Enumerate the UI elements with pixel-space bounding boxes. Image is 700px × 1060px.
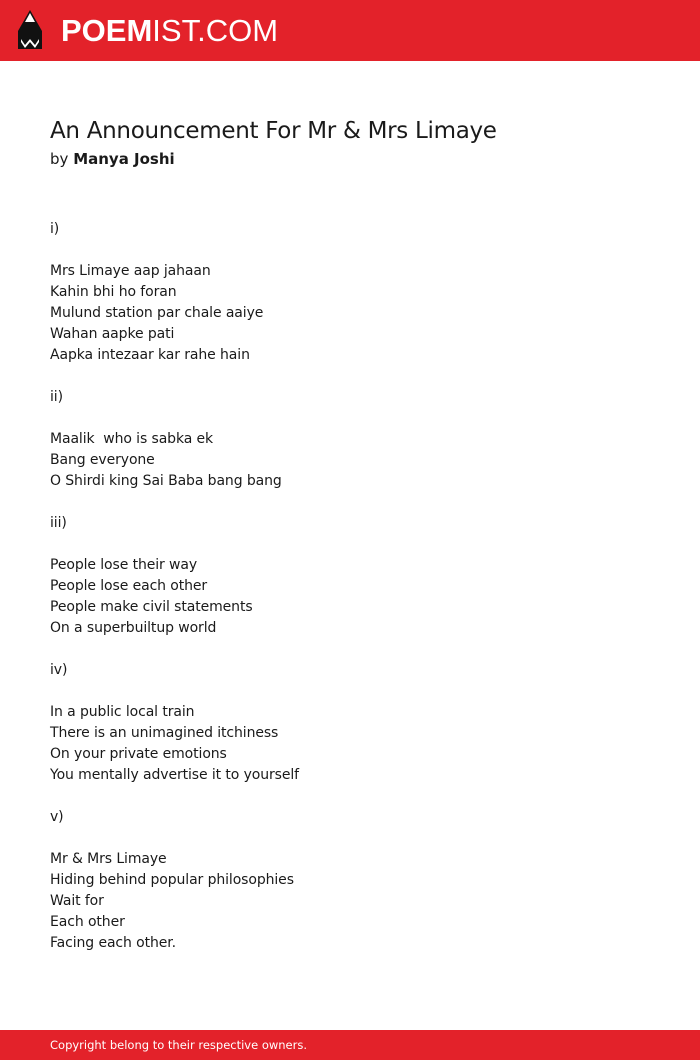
stanza-gap bbox=[50, 681, 650, 702]
poem-line: Mulund station par chale aaiye bbox=[50, 305, 264, 321]
poem-line: v) bbox=[50, 809, 64, 825]
poem-line: People lose each other bbox=[50, 578, 208, 594]
poem-line: iii) bbox=[50, 515, 67, 531]
stanza-gap bbox=[50, 408, 650, 429]
author-name: Manya Joshi bbox=[73, 150, 175, 168]
poem-line: Wait for bbox=[50, 893, 104, 909]
poem-line: People make civil statements bbox=[50, 599, 253, 615]
poem-line: On your private emotions bbox=[50, 746, 227, 762]
logo-bold-text: POEM bbox=[61, 13, 153, 48]
pencil-logo-icon[interactable] bbox=[17, 9, 43, 51]
poem-line: You mentally advertise it to yourself bbox=[50, 767, 299, 783]
stanza-gap bbox=[50, 828, 650, 849]
site-footer bbox=[0, 1030, 700, 1060]
poem-line: In a public local train bbox=[50, 704, 195, 720]
poem-line: People lose their way bbox=[50, 557, 198, 573]
poem-line: On a superbuiltup world bbox=[50, 620, 217, 636]
by-prefix: by bbox=[50, 150, 69, 168]
copyright-text: Copyright belong to their respective owners. bbox=[50, 1038, 308, 1052]
stanza-gap bbox=[50, 639, 650, 660]
poem-line: There is an unimagined itchiness bbox=[50, 725, 279, 741]
byline bbox=[50, 149, 175, 169]
poem-line: iv) bbox=[50, 662, 68, 678]
site-logo[interactable] bbox=[61, 11, 278, 51]
stanza-gap bbox=[50, 534, 650, 555]
poem-line: Aapka intezaar kar rahe hain bbox=[50, 347, 250, 363]
stanza-gap bbox=[50, 786, 650, 807]
poem-line: i) bbox=[50, 221, 60, 237]
poem-line: Bang everyone bbox=[50, 452, 155, 468]
poem-line: Maalik who is sabka ek bbox=[50, 431, 214, 447]
poem-line: O Shirdi king Sai Baba bang bang bbox=[50, 473, 282, 489]
poem-title: An Announcement For Mr & Mrs Limaye bbox=[50, 118, 497, 144]
stanza-gap bbox=[50, 240, 650, 261]
poem-line: Facing each other. bbox=[50, 935, 177, 951]
poem-line: Mr & Mrs Limaye bbox=[50, 851, 167, 867]
stanza-gap bbox=[50, 366, 650, 387]
logo-light-text: IST.COM bbox=[152, 13, 279, 48]
stanza-gap bbox=[50, 492, 650, 513]
poem-line: Hiding behind popular philosophies bbox=[50, 872, 294, 888]
site-header bbox=[0, 0, 700, 61]
poem-line: ii) bbox=[50, 389, 63, 405]
poem-line: Mrs Limaye aap jahaan bbox=[50, 263, 211, 279]
poem-line: Kahin bhi ho foran bbox=[50, 284, 177, 300]
poem-line: Each other bbox=[50, 914, 125, 930]
poem-line: Wahan aapke pati bbox=[50, 326, 175, 342]
poem-body bbox=[50, 219, 650, 954]
